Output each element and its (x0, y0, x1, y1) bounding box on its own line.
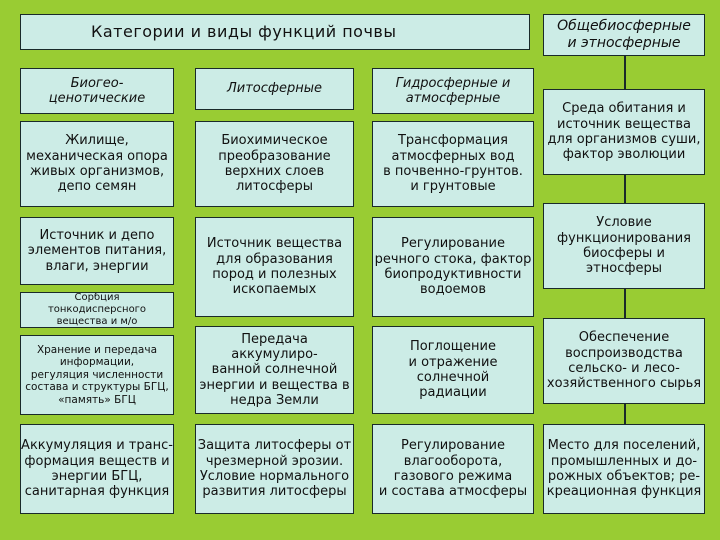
biogeo-cell-5: Аккумуляция и транс- формация веществ и энергии БГЦ, санитарная функция (20, 424, 174, 514)
litho-cell-1: Биохимическое преобразование верхних слоев литосферы (195, 121, 354, 207)
litho-cell-3: Передача аккумулиро- ванной солнечной энергии и вещества в недра Земли (195, 326, 354, 414)
biogeo-cell-1: Жилище, механическая опора живых организмов, депо семян (20, 121, 174, 207)
global-cell-4: Место для поселений, промышленных и до- рожных объектов; ре- креационная функция (543, 424, 705, 514)
diagram-title: Категории и виды функций почвы (20, 14, 530, 50)
hydro-cell-4: Регулирование влагооборота, газового режима и состава атмосферы (372, 424, 534, 514)
litho-cell-2: Источник вещества для образования пород и полезных ископаемых (195, 217, 354, 317)
global-cell-1: Среда обитания и источник вещества для организмов суши, фактор эволюции (543, 89, 705, 175)
biogeo-cell-3: Сорбция тонкодисперсного вещества и м/о (20, 292, 174, 328)
header-hydro: Гидросферные и атмосферные (372, 68, 534, 114)
global-cell-2: Условие функционирования биосферы и этносферы (543, 203, 705, 289)
hydro-cell-2: Регулирование речного стока, фактор биопродуктивности водоемов (372, 217, 534, 317)
header-biogeo: Биогео- ценотические (20, 68, 174, 114)
hydro-cell-1: Трансформация атмосферных вод в почвенно-грунтов. и грунтовые (372, 121, 534, 207)
biogeo-cell-2: Источник и депо элементов питания, влаги, энергии (20, 217, 174, 285)
global-cell-3: Обеспечение воспроизводства сельско- и лесо- хозяйственного сырья (543, 318, 705, 404)
biogeo-cell-4: Хранение и передача информации, регуляция численности состава и структуры БГЦ, «память» БГЦ (20, 335, 174, 415)
litho-cell-4: Защита литосферы от чрезмерной эрозии. Условие нормального развития литосферы (195, 424, 354, 514)
hydro-cell-3: Поглощение и отражение солнечной радиации (372, 326, 534, 414)
header-global: Общебиосферные и этносферные (543, 14, 705, 56)
header-litho: Литосферные (195, 68, 354, 110)
